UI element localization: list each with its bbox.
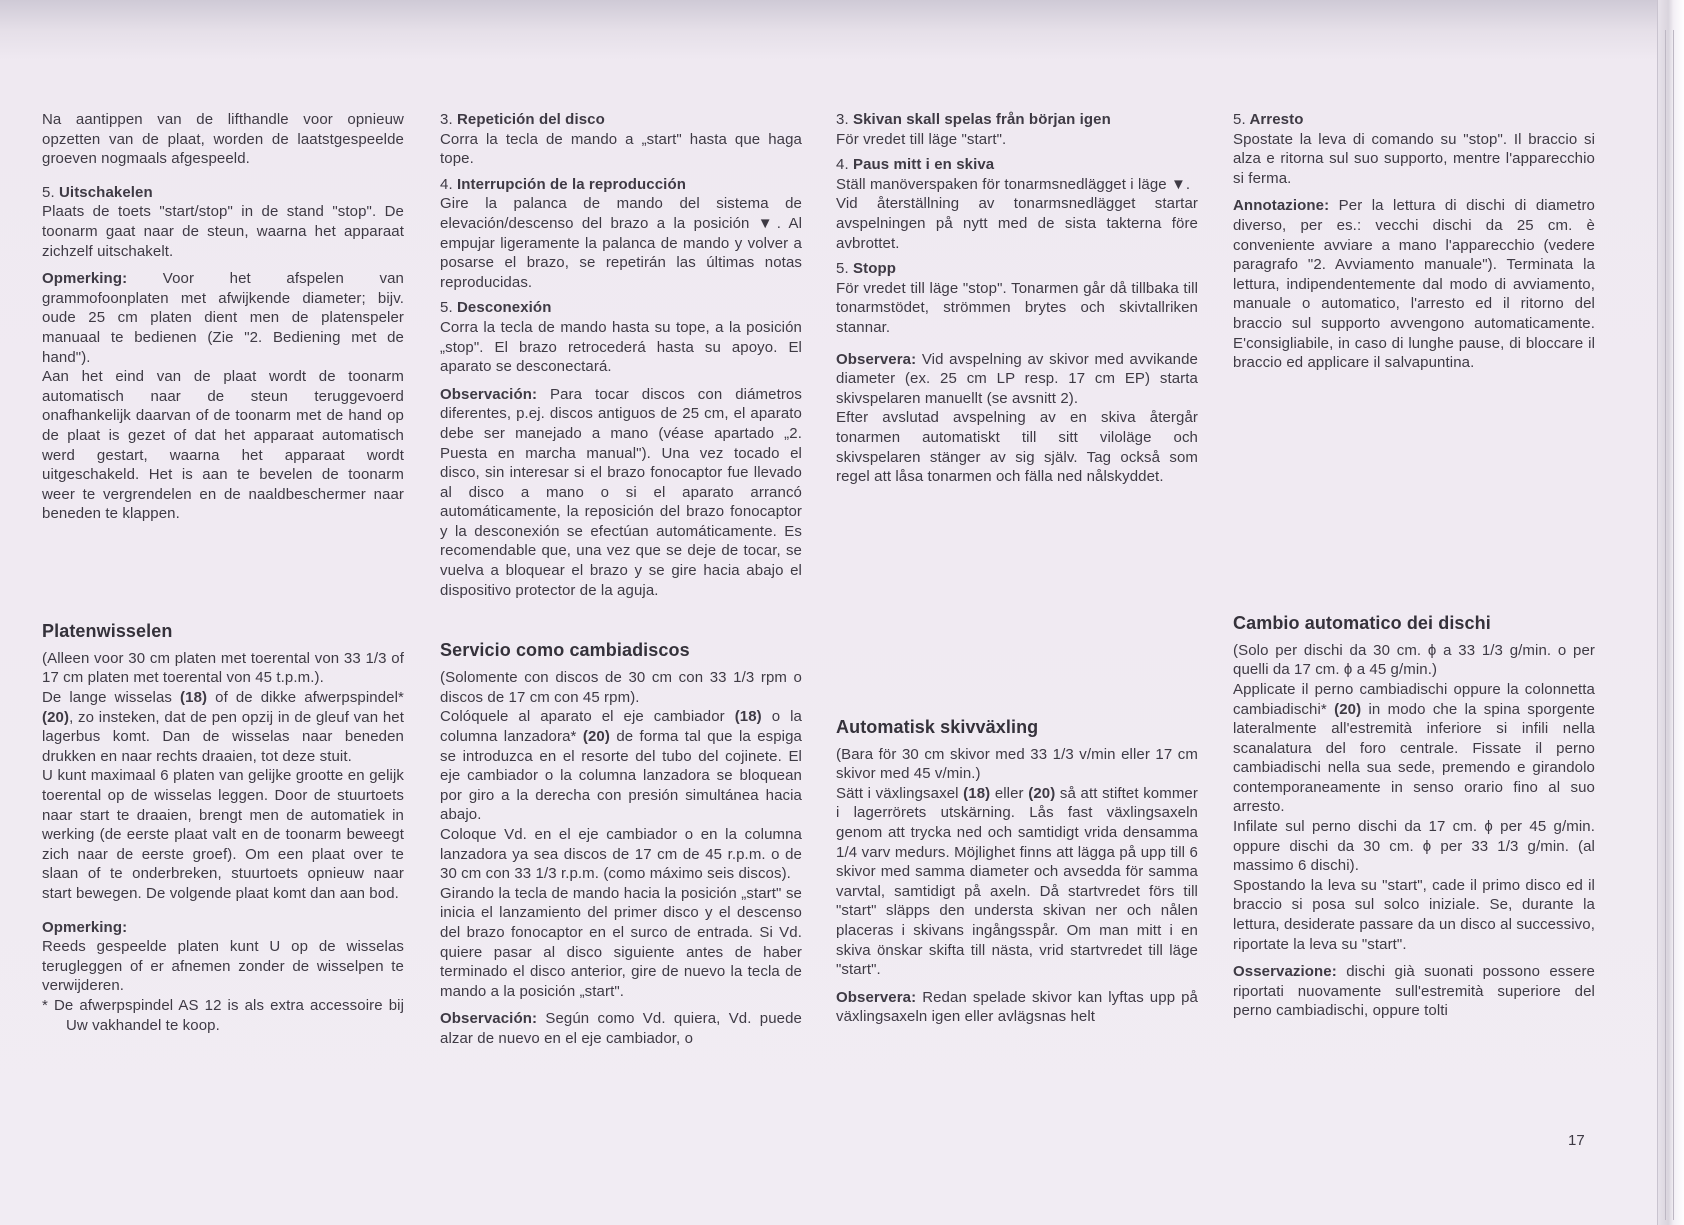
- es-observation-2-text: Según como Vd. quiera, Vd. puede alzar de nuevo en el eje cambiador, o: [440, 1010, 802, 1047]
- es-changer-title: Servicio como cambiadiscos: [440, 640, 690, 661]
- sv-section-4-text-2: Vid återställning av tonarmsnedlägget startar avspelningen på nytt med de sista takterna före avbrottet.: [836, 195, 1198, 252]
- sv-observation-2-label: Observera:: [836, 988, 917, 1006]
- sv-section-4-title: Paus mitt i en skiva: [853, 156, 995, 174]
- sv-observation-label: Observera:: [836, 350, 917, 368]
- sv-section-3-heading: [836, 110, 1198, 130]
- it-changer-p3: Spostando la leva su "start", cade il primo disco ed il braccio si posa sul solco iniziale. Se, durante la lettura, desiderate passare da un disco al successivo, riportate la leva su "start".: [1233, 876, 1595, 953]
- nl-changer-p1-c: , zo insteken, dat de pen opzij in de gleuf van het lagerbus komt. Dan de wisselas naar beneden drukken en naar rechts draaien, tot deze stuit.: [42, 708, 404, 765]
- sv-section-3-number: 3.: [836, 111, 849, 128]
- nl-section-5-heading: [42, 183, 404, 203]
- it-ref-20: (20): [1334, 700, 1362, 718]
- es-changer-p3: Girando la tecla de mando hacia la posición „start" se inicia el lanzamiento del primer disco y el descenso del brazo fonocaptor en el surco de entrada. Si Vd. quiere pasar al disco siguiente antes de haber terminado el disco anterior, gire de nuevo la tecla de mando a la posición „start".: [440, 884, 802, 1000]
- fold-line: [1673, 30, 1674, 1220]
- es-section-4-heading: [440, 175, 802, 195]
- sv-changer-p1-a: Sätt i växlingsaxel: [836, 784, 959, 802]
- es-section-4-title: Interrupción de la reproducción: [457, 175, 686, 193]
- nl-changer-p2: U kunt maximaal 6 platen van gelijke grootte en gelijk toerental op de wisselas leggen. Door de stuurtoets naar start te draaien, brengt men de automatiek in werking (de eerste plaat valt en de toonarm beweegt zich naar de eerste groef). Om een plaat over te slaan of te onderbreken, stuurtoets opnieuw naar start bewegen. De volgende plaat komt dan aan bod.: [42, 767, 404, 902]
- sv-section-3-title: Skivan skall spelas från början igen: [853, 111, 1111, 128]
- es-section-5-title: Desconexión: [457, 299, 552, 317]
- it-note: [1233, 196, 1595, 372]
- it-section-5-number: 5.: [1233, 111, 1246, 128]
- nl-changer-intro: (Alleen voor 30 cm platen met toerental von 33 1/3 of 17 cm platen met toerental von 45 t.p.m.).: [42, 649, 404, 687]
- fold-line: [1665, 30, 1666, 1220]
- nl-changer-p1-b: of de dikke afwerpspindel*: [215, 689, 404, 707]
- it-observation-text: dischi già suonati possono essere riportati nuovamente sull'estremità superiore del perno cambiadischi, oppure tolti: [1233, 963, 1595, 1020]
- sv-ref-18: (18): [963, 784, 991, 802]
- es-section-4-text: Gire la palanca de mando del sistema de elevación/descenso del brazo a la posición ▼. Al empujar ligeramente la palanca de mando y volver a posarse el brazo, se repetirán las últimas notas reproducidas.: [440, 195, 802, 291]
- sv-observation-text-2: Efter avslutad avspelning av en skiva återgår tonarmen automatiskt till sitt viloläge och skivspelaren stänger av sig själv. Tag också som regel att låsa tonarmen och fälla ned nålskyddet.: [836, 409, 1198, 486]
- sv-changer-intro: (Bara för 30 cm skivor med 33 1/3 v/min eller 17 cm skivor med 45 v/min.): [836, 745, 1198, 783]
- sv-section-3-text: För vredet till läge "start".: [836, 130, 1007, 148]
- es-changer-p1: [440, 707, 802, 825]
- column-spanish: [440, 110, 802, 1049]
- nl-end-text: Aan het eind van de plaat wordt de toonarm automatisch naar de steun teruggevoerd onafhankelijk daarvan of de toonarm met de hand op de plaat is gezet of dat het apparaat automatisch werd gestart, waarna het apparaat wordt uitgeschakeld. Het is aan te bevelen de toonarm weer te vergrendelen en de naaldbeschermer naar beneden te klappen.: [42, 368, 404, 523]
- es-section-3-number: 3.: [440, 111, 453, 128]
- sv-observation-2: [836, 988, 1198, 1027]
- sv-changer-title: Automatisk skivväxling: [836, 716, 1039, 737]
- nl-note: [42, 269, 404, 367]
- sv-changer-p1-c: så att stiftet kommer i lagerrörets utskärning. Lås fast växlingsaxeln genom att trycka ned och samtidigt vrida densamma 1/4 varv medurs. Möjlighet finns att lägga på upp till 6 skivor med samma diameter och avsedda för samma varvtal, samtidigt på axeln. Då startvredet förs till "start" släpps den understa skivan ner och nålen placeras i skivans ingångsspår. Om man mitt i en skiva önskar skifta till nästa, vrid startvredet till läge "start".: [836, 784, 1198, 979]
- sv-changer-p1-b: eller: [994, 784, 1024, 802]
- sv-section-4-number: 4.: [836, 156, 849, 174]
- nl-changer-p1: [42, 688, 404, 766]
- es-section-5-heading: [440, 298, 802, 318]
- es-changer-intro: (Solomente con discos de 30 cm con 33 1/3 rpm o discos de 17 cm con 45 rpm).: [440, 669, 802, 706]
- nl-changer-p1-a: De lange wisselas: [42, 689, 173, 707]
- nl-section-5-number: 5.: [42, 183, 55, 201]
- it-changer-p1-a: Applicate il perno cambiadischi oppure la colonnetta cambiadischi*: [1233, 680, 1595, 718]
- es-ref-20: (20): [582, 728, 610, 746]
- es-section-5-text: Corra la tecla de mando hasta su tope, a la posición „stop". El brazo retrocederá hasta su apoyo. El aparato se desconectará.: [440, 318, 802, 376]
- page-number: 17: [1568, 1132, 1585, 1149]
- es-changer-p1-a: Colóquele al aparato el eje cambiador: [440, 708, 725, 726]
- it-note-text: Per la lettura di dischi di diametro diverso, per es.: vecchi dischi da 25 cm. è conveniente avviare a mano l'apparecchio (vedere paragrafo "2. Avviamento manuale"). Terminata la lettura, indipendentemente dal modo di avviamento, manuale o automatico, l'arresto ed il ritorno del braccio sul supporto avvengono automaticamente. E'consigliabile, in caso di lunghe pause, di bloccare il braccio ed applicare il salvapuntina.: [1233, 197, 1595, 372]
- sv-section-4-text: Ställ manöverspaken för tonarmsnedlägget i läge ▼.: [836, 175, 1191, 193]
- sv-observation-2-text: Redan spelade skivor kan lyftas upp på växlingsaxeln igen eller avlägsnas helt: [836, 988, 1198, 1026]
- nl-note-text: Voor het afspelen van grammofoonplaten met afwijkende diameter; bijv. oude 25 cm platen dient men de platenspeler manuaal te bedienen (Zie "2. Bediening met de hand").: [42, 270, 404, 366]
- it-observation: [1233, 962, 1595, 1021]
- es-observation: [440, 385, 802, 601]
- nl-note-label: Opmerking:: [42, 270, 128, 288]
- sv-observation-text: Vid avspelning av skivor med avvikande diameter (ex. 25 cm LP resp. 17 cm EP) starta skivspelaren manuellt (se avsnitt 2).: [836, 350, 1198, 407]
- nl-changer-title: Platenwisselen: [42, 620, 173, 641]
- sv-section-4-heading: [836, 155, 1198, 175]
- it-observation-label: Osservazione:: [1233, 963, 1337, 981]
- es-observation-2-label: Observación:: [440, 1010, 538, 1028]
- es-section-3-text: Corra la tecla de mando a „start" hasta que haga tope.: [440, 130, 802, 168]
- page-fold-edge: [1657, 0, 1684, 1225]
- it-section-5-text: Spostate la leva di comando su "stop". Il braccio si alza e ritorna sul suo supporto, mentre l'apparecchio si ferma.: [1233, 130, 1595, 187]
- nl-intro: Na aantippen van de lifthandle voor opnieuw opzetten van de plaat, worden de laatstgespeelde groeven nogmaals afgespeeld.: [42, 111, 404, 168]
- sv-section-5-title: Stopp: [853, 260, 896, 278]
- it-changer-p1: [1233, 680, 1595, 817]
- column-dutch: [42, 110, 404, 1035]
- es-changer-p1-c: de forma tal que la espiga se introduzca en el resorte del tubo del cojinete. El eje cambiador o la columna lanzadora se bloquean por giro a la derecha con presión simultánea hacia abajo.: [440, 728, 802, 824]
- es-ref-18: (18): [734, 708, 762, 726]
- es-observation-label: Observación:: [440, 385, 538, 403]
- column-swedish: [836, 110, 1198, 1027]
- it-section-5-title: Arresto: [1249, 111, 1304, 128]
- es-changer-p1-b: o la columna lanzadora*: [440, 708, 802, 746]
- es-section-4-number: 4.: [440, 175, 453, 193]
- it-changer-p2: Infilate sul perno dischi da 17 cm. ϕ per 45 g/min. oppure dischi da 30 cm. ϕ per 33 1/3 g/min. (al massimo 6 dischi).: [1233, 818, 1595, 875]
- it-changer-intro: (Solo per dischi da 30 cm. ϕ a 33 1/3 g/min. o per quelli da 17 cm. ϕ a 45 g/min.): [1233, 641, 1595, 679]
- nl-note2-label: Opmerking:: [42, 918, 128, 936]
- it-note-label: Annotazione:: [1233, 197, 1330, 215]
- nl-ref-18: (18): [180, 689, 208, 707]
- es-observation-text: Para tocar discos con diámetros diferentes, p.ej. discos antiguos de 25 cm, el aparato debe ser manejado a mano (véase apartado „2. Puesta en marcha manual"). Una vez tocado el disco, sin interesar si el brazo fonocaptor fue llevado al disco a mano o si el aparato arrancó automáticamente, la reposición del brazo fonocaptor y la desconexión se efectúan automáticamente. Es recomendable que, una vez que se deje de tocar, se vuelva a bloquear el brazo y se gire hacia abajo el dispositivo protector de la aguja.: [440, 385, 802, 599]
- nl-footnote: * De afwerpspindel AS 12 is als extra accessoire bij Uw vakhandel te koop.: [42, 996, 404, 1034]
- sv-section-5-number: 5.: [836, 260, 849, 278]
- it-section-5-heading: [1233, 110, 1595, 130]
- nl-section-5-title: Uitschakelen: [59, 183, 153, 201]
- es-observation-2: [440, 1009, 802, 1048]
- nl-section-5-text: Plaats de toets "start/stop" in de stand "stop". De toonarm gaat naar de steun, waarna het apparaat zichzelf uitschakelt.: [42, 203, 404, 260]
- sv-section-5-heading: [836, 259, 1198, 279]
- sv-changer-p1: [836, 784, 1198, 980]
- sv-observation: [836, 350, 1198, 409]
- es-section-3-title: Repetición del disco: [457, 111, 605, 128]
- nl-note2-text: Reeds gespeelde platen kunt U op de wisselas terugleggen of er afnemen zonder de wisselpen te verwijderen.: [42, 938, 404, 995]
- sv-section-5-text: För vredet till läge "stop". Tonarmen går då tillbaka till tonarmstödet, strömmen brytes och skivtallriken stannar.: [836, 279, 1198, 336]
- column-italian: [1233, 110, 1595, 1021]
- es-section-5-number: 5.: [440, 299, 453, 317]
- es-changer-p2: Coloque Vd. en el eje cambiador o en la columna lanzadora ya sea discos de 17 cm de 45 r.p.m. o de 30 cm con 33 1/3 r.p.m. (como máximo seis discos).: [440, 826, 802, 883]
- nl-ref-20: (20): [42, 708, 70, 726]
- it-changer-p1-c: in modo che la spina sporgente lateralmente all'estremità inferiore si infili nella scanalatura del foro centrale. Fissate il perno cambiadischi nella sua sede, premendo e girandolo contemporaneamente in senso orario fino al suo arresto.: [1233, 700, 1595, 816]
- sv-ref-20: (20): [1028, 784, 1056, 802]
- it-changer-title: Cambio automatico dei dischi: [1233, 612, 1491, 633]
- es-section-3-heading: [440, 110, 802, 130]
